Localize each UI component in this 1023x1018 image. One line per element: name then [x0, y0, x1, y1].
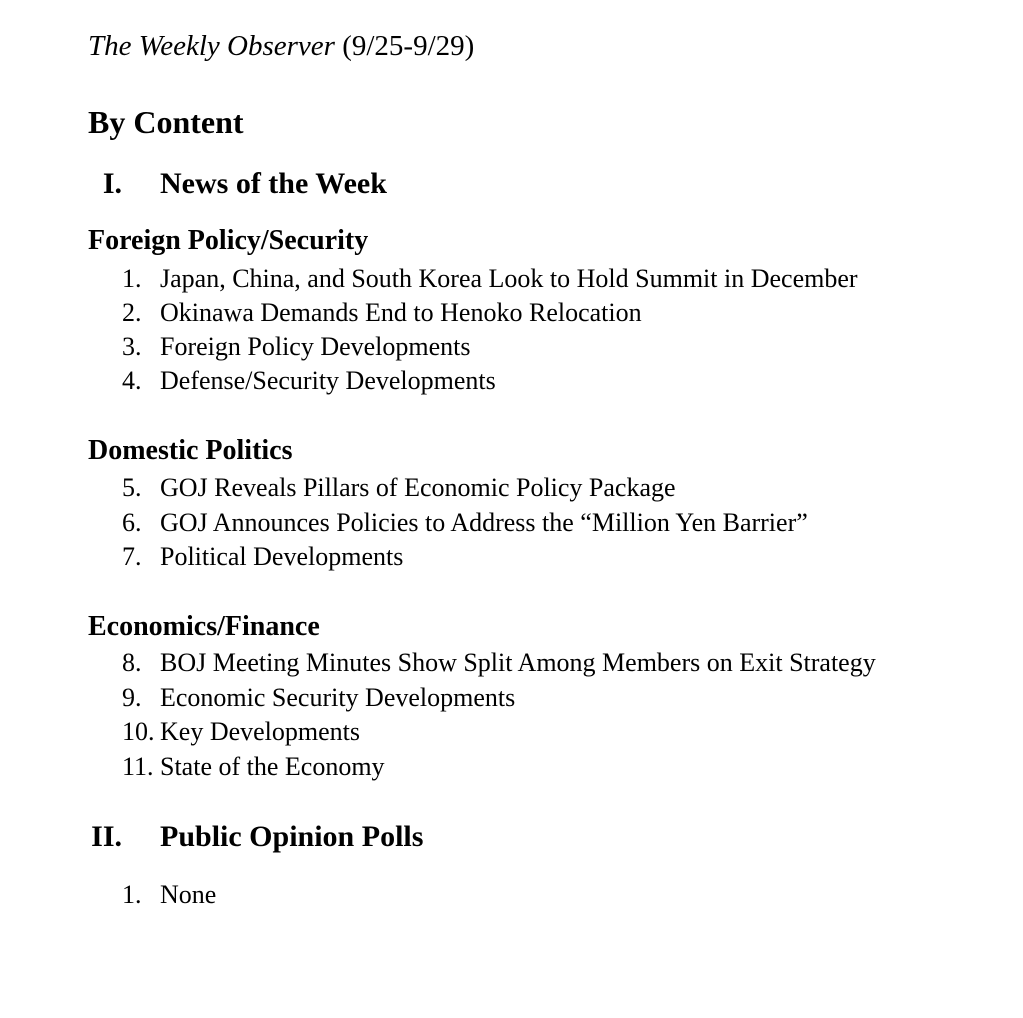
toc-item [122, 266, 858, 292]
toc-item [122, 368, 496, 394]
item-text: Foreign Policy Developments [160, 332, 471, 361]
item-number: 9. [122, 683, 142, 712]
item-text: Political Developments [160, 542, 404, 571]
roman-numeral: II. [91, 820, 122, 853]
item-text: Okinawa Demands End to Henoko Relocation [160, 298, 642, 327]
item-text: Defense/Security Developments [160, 366, 496, 395]
masthead-date-range: (9/25-9/29) [334, 30, 475, 62]
part-heading-public-opinion-polls [88, 822, 423, 852]
item-text: Economic Security Developments [160, 683, 516, 712]
part-heading-news-of-the-week [88, 169, 387, 199]
item-number: 3. [122, 332, 142, 361]
toc-item [122, 475, 676, 501]
item-number: 2. [122, 298, 142, 327]
part-label: News of the Week [160, 167, 387, 200]
toc-item [122, 650, 876, 676]
item-number: 6. [122, 508, 142, 537]
item-text: GOJ Announces Policies to Address the “Million Yen Barrier” [160, 508, 808, 537]
toc-item [122, 719, 360, 745]
item-number: 7. [122, 542, 142, 571]
toc-item [122, 754, 385, 780]
roman-numeral: I. [102, 167, 122, 200]
item-text: Japan, China, and South Korea Look to Hold Summit in December [160, 264, 858, 293]
item-number: 11. [122, 752, 154, 781]
item-number: 5. [122, 473, 142, 502]
item-text: State of the Economy [160, 752, 385, 781]
toc-item [122, 510, 808, 536]
section-title-domestic-politics: Domestic Politics [88, 435, 293, 466]
item-number: 10. [122, 717, 155, 746]
toc-item [122, 300, 642, 326]
item-number: 4. [122, 366, 142, 395]
part-label: Public Opinion Polls [160, 820, 424, 853]
item-text: BOJ Meeting Minutes Show Split Among Members on Exit Strategy [160, 648, 876, 677]
item-text: GOJ Reveals Pillars of Economic Policy Package [160, 473, 676, 502]
toc-item [122, 685, 515, 711]
by-content-heading: By Content [88, 104, 244, 140]
item-number: 1. [122, 264, 142, 293]
item-number: 1. [122, 880, 142, 909]
toc-item [122, 334, 471, 360]
item-text: Key Developments [160, 717, 361, 746]
section-title-economics-finance: Economics/Finance [88, 611, 320, 642]
toc-item [122, 544, 403, 570]
section-title-foreign-policy-security: Foreign Policy/Security [88, 225, 369, 256]
item-text: None [160, 880, 217, 909]
item-number: 8. [122, 648, 142, 677]
newsletter-name: The Weekly Observer [88, 30, 335, 62]
masthead-title [88, 32, 474, 61]
toc-item [122, 882, 216, 908]
